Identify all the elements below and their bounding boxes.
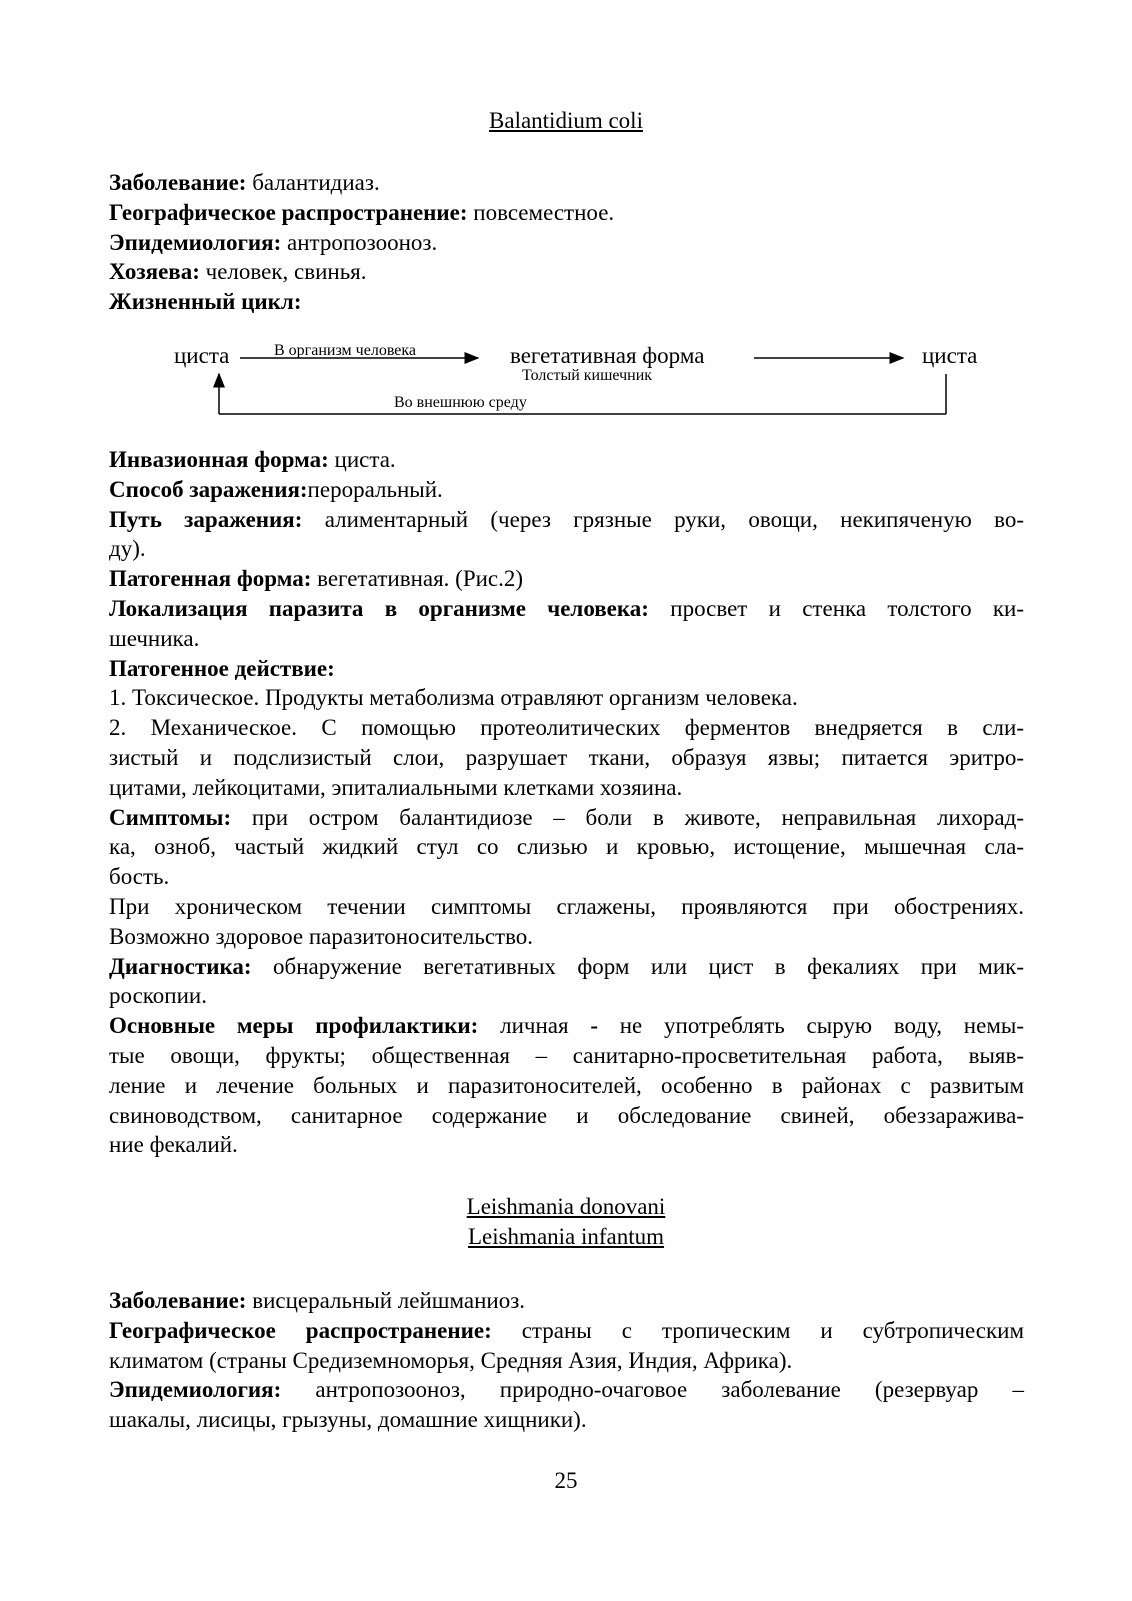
method-line [109, 475, 1024, 505]
to-human-label: В организм человека [274, 342, 417, 359]
to-environment-label: Во внешнюю среду [394, 394, 527, 411]
s2-epid-line-1 [109, 1375, 1024, 1405]
s2-disease-value: висцеральный лейшманиоз. [246, 1288, 526, 1313]
s2-epid-value-1: антропозооноз, природно-очаговое заболевание (резервуар – [281, 1377, 1024, 1403]
diag-line-1 [109, 952, 1024, 982]
page-number: 25 [554, 1468, 578, 1493]
prev-value-1b: не употреблять сырую воду, немы- [597, 1013, 1024, 1039]
chronic-line-2: Возможно здоровое паразитоносительство. [109, 923, 534, 949]
patho-form-label: Патогенная форма: [109, 566, 312, 592]
invasion-line [109, 445, 1024, 475]
action-2-line-2: зистый и подслизистый слои, разрушает ткани, образуя язвы; питается эритро- [109, 744, 1024, 770]
s2-epid-label: Эпидемиология: [109, 1377, 282, 1403]
action-1-line: 1. Токсическое. Продукты метаболизма отравляют организм человека. [109, 685, 798, 711]
prev-line-3: ление и лечение больных и паразитоносителей, особенно в районах с развитым [109, 1072, 1024, 1098]
prev-line-1 [109, 1011, 1024, 1041]
chronic-line-1: При хроническом течении симптомы сглажены, проявляются при обострениях. [109, 893, 1024, 919]
local-label: Локализация паразита в организме человека: [109, 595, 649, 621]
symptoms-line-3: бость. [109, 864, 170, 890]
section-title-leishmania-infantum: Leishmania infantum [467, 1224, 665, 1249]
route-label: Путь заражения: [109, 506, 303, 532]
local-line-1 [109, 594, 1024, 624]
symptoms-line-2: ка, озноб, частый жидкий стул со слизью и кровью, истощение, мышечная сла- [109, 834, 1024, 860]
s2-disease-label: Заболевание: [109, 1288, 247, 1313]
section-title-leishmania-donovani: Leishmania donovani [466, 1194, 666, 1219]
prev-line-2: тые овощи, фрукты; общественная – санитарно-просветительная работа, выяв- [109, 1042, 1024, 1068]
disease-label: Заболевание: [109, 170, 247, 195]
colon-label: Толстый кишечник [522, 367, 653, 384]
section-info-block [109, 168, 1024, 317]
vegetative-form-label: вегетативная форма [510, 343, 705, 368]
diag-value-1: обнаружение вегетативных форм или цист в фекалиях при мик- [251, 953, 1024, 979]
geo-line [109, 198, 1024, 228]
section-body-block [109, 445, 1024, 1160]
s2-geo-value-1: страны с тропическим и субтропическим [491, 1317, 1025, 1343]
prev-dash: - [590, 1013, 598, 1039]
hosts-label: Хозяева: [109, 259, 200, 285]
lifecycle-label: Жизненный цикл: [109, 289, 302, 315]
s2-epid-line-2: шакалы, лисицы, грызуны, домашние хищники). [109, 1407, 587, 1433]
epid-value: антропозооноз. [281, 229, 438, 255]
method-value: пероральный. [307, 476, 443, 502]
action-label: Патогенное действие: [109, 655, 335, 681]
cyst-left-label: циста [174, 343, 230, 368]
hosts-line [109, 257, 1024, 287]
lifecycle-line [109, 287, 1024, 317]
symptoms-label: Симптомы: [109, 804, 232, 830]
route-line-1 [109, 505, 1024, 535]
section-title-balantidium: Balantidium coli [489, 108, 643, 133]
action-2-line-3: цитами, лейкоцитами, эпиталиальными клетками хозяина. [109, 774, 683, 800]
prev-label: Основные меры профилактики: [109, 1013, 479, 1039]
hosts-value: человек, свинья. [199, 259, 367, 285]
action-2-line-1: 2. Механическое. С помощью протеолитических ферментов внедряется в сли- [109, 715, 1024, 741]
prev-line-4: свиноводством, санитарное содержание и обследование свиней, обеззаражива- [109, 1102, 1024, 1128]
s2-disease-line [109, 1286, 1024, 1316]
patho-form-line [109, 564, 1024, 594]
epid-line [109, 228, 1024, 258]
s2-geo-line-2: климатом (страны Средиземноморья, Средняя Азия, Индия, Африка). [109, 1347, 793, 1373]
epid-label: Эпидемиология: [109, 229, 282, 255]
section2-body-block [109, 1286, 1024, 1435]
invasion-label: Инвазионная форма: [109, 447, 329, 472]
local-line-2: шечника. [109, 625, 200, 651]
diag-line-2: роскопии. [109, 983, 207, 1009]
geo-value: повсеместное. [467, 199, 615, 225]
route-line-2: ду). [109, 536, 146, 562]
symptoms-value-1: при остром балантидиозе – боли в животе, неправильная лихорад- [231, 804, 1024, 830]
diag-label: Диагностика: [109, 953, 252, 979]
patho-form-value: вегетативная. (Рис.2) [311, 566, 524, 592]
action-label-line [109, 654, 1024, 684]
invasion-value: циста. [328, 447, 396, 472]
route-value-1: алиментарный (через грязные руки, овощи, некипяченую во- [302, 506, 1024, 532]
s2-geo-line-1 [109, 1316, 1024, 1346]
disease-line [109, 168, 1024, 198]
prev-value-1a: личная [478, 1013, 591, 1039]
geo-label: Географическое распространение: [109, 199, 468, 225]
disease-value: балантидиаз. [246, 170, 380, 195]
s2-geo-label: Географическое распространение: [109, 1317, 492, 1343]
local-value-1: просвет и стенка толстого ки- [648, 595, 1025, 621]
symptoms-line-1 [109, 803, 1024, 833]
method-label: Способ заражения: [109, 476, 308, 502]
prev-line-5: ние фекалий. [109, 1132, 238, 1158]
cyst-right-label: циста [922, 343, 978, 368]
